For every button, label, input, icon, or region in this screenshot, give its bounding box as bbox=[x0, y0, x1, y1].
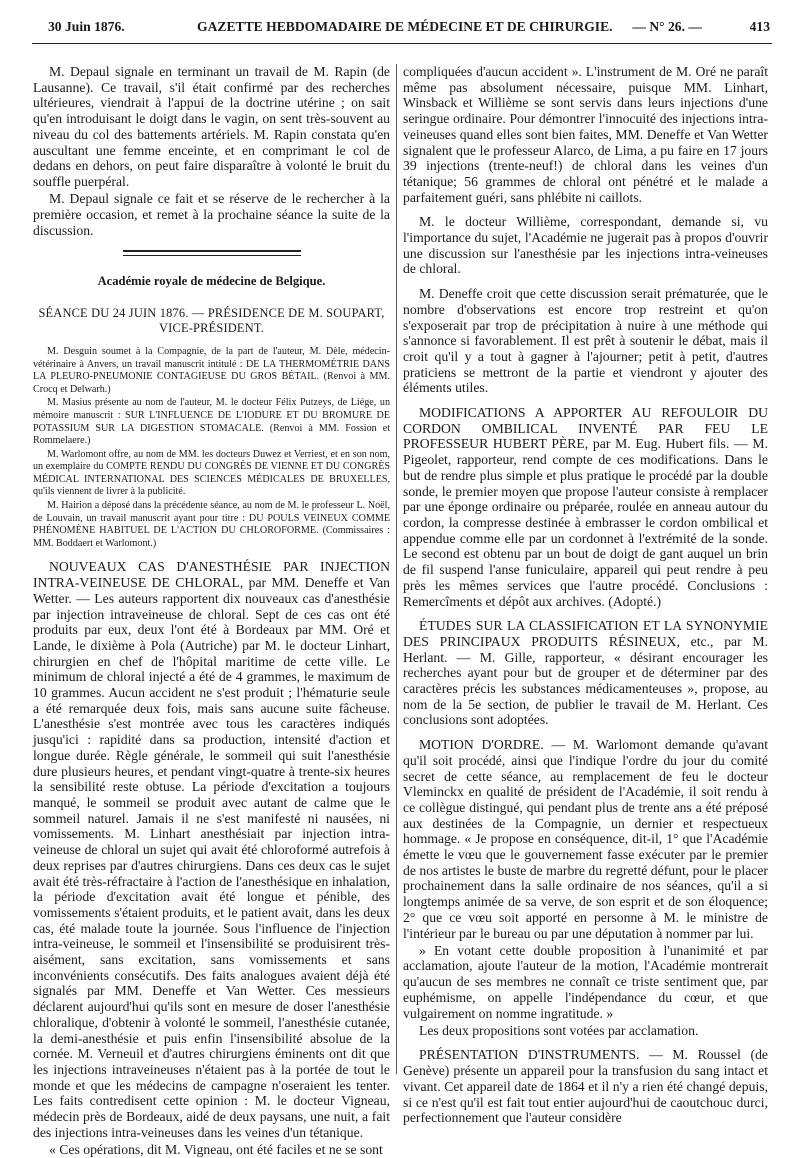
page-number: 413 bbox=[749, 19, 770, 34]
correspondence-notes bbox=[33, 346, 390, 551]
note-paragraph: M. Desguin soumet à la Compagnie, de la part de l'auteur, M. Dèle, médecin-vétérinaire à Anvers, un travail manuscrit intitulé : DE LA THERMOMÉTRIE DANS LA PLEURO-PNEUMONIE CONTAGIEUSE DU GROS BÉTAIL. (Renvoi à MM. Crocq et Delwarh.) bbox=[33, 345, 390, 395]
paragraph: » En votant cette double proposition à l'unanimité et par acclamation, ajoute l'auteur de la motion, l'Académie montrerait qu'aucun de ses membres ne connaît ce triste sentiment que, par euphémisme, on appelle l'indépendance du cœur, et que vulgairement on nomme ingratitude. » bbox=[403, 942, 768, 1021]
paragraph: MOTION D'ORDRE. — M. Warlomont demande qu'avant qu'il soit procédé, ainsi que l'indique l'ordre du jour du comité secret de cette séance, au remplacement de feu le docteur Vleminckx en qualité de président de l'Académie, il soit rendu à ce collègue distingué, qui pendant plus de trente ans a été préposé aux destinées de la Compagnie, un dernier et respectueux hommage. « Je propose en conséquence, dit-il, 1° que l'Académie émette le vœu que le gouvernement fasse exécuter par le premier de nos artistes le buste de marbre du regretté défunt, pour le placer prochainement dans la salle ordinaire de nos séances, qu'il a si longtemps animée de sa verve, de son esprit et de son éloquence; 2° que ce vœu soit apporté en personne à M. le ministre de l'intérieur par le bureau ou par une députation à nommer par lui. bbox=[403, 737, 768, 941]
issue-date: 30 Juin 1876. bbox=[48, 19, 125, 34]
note-paragraph: M. Masius présente au nom de l'auteur, M. le docteur Félix Putzeys, de Liége, un mémoire manuscrit : SUR L'INFLUENCE DE L'IODURE ET DU BROMURE DE POTASSIUM SUR LA DIGESTION STOMACALE. (Renvoi à MM. Fossion et Rommelaere.) bbox=[33, 397, 390, 447]
running-head bbox=[32, 13, 772, 44]
session-heading: SÉANCE DU 24 JUIN 1876. — PRÉSIDENCE DE M. SOUPART, VICE-PRÉSIDENT. bbox=[38, 305, 385, 335]
paragraph: compliquées d'aucun accident ». L'instrument de M. Oré ne paraît même pas absolument nécessaire, puisque MM. Linhart, Winsback et Willième se sont servis dans leurs injections d'une seringue ordinaire. Pour démontrer l'innocuité des injections intra-veineuses quand elles sont bien faites, MM. Deneffe et Van Wetter signalent que le professeur Alarco, de Lima, a pu faire en 17 jours 39 injections (trente-neuf!) de chloral dans les veines d'un tétanique; 56 grammes de chloral ont pénétré et le malade a parfaitement guéri, sans phlébite ni caillots. bbox=[403, 64, 768, 205]
paragraph: PRÉSENTATION D'INSTRUMENTS. — M. Roussel (de Genève) présente un appareil pour la transfusion du sang intact et vivant. Cet appareil date de 1864 et il n'y a rien été changé depuis, si ce n'est qu'il est fait tout entier aujourd'hui de caoutchouc durci, perfectionnement que l'auteur considère bbox=[403, 1047, 768, 1126]
paragraph: M. Deneffe croit que cette discussion serait prématurée, que le nombre d'observations est encore trop restreint et qu'on s'exposerait par trop de précipitation à nuire à une méthode qui s'annonce si favorablement. Il est prêt à soutenir le débat, mais il croit qu'il y a tout à gagner à l'ajourner; petit à petit, d'autres praticiens se mettront de la partie et viendront y ajouter des éléments utiles. bbox=[403, 286, 768, 396]
right-column bbox=[403, 64, 768, 1126]
column-rule bbox=[396, 64, 397, 1074]
section-heading: Académie royale de médecine de Belgique. bbox=[97, 274, 326, 289]
paragraph: ÉTUDES SUR LA CLASSIFICATION ET LA SYNONYMIE DES PRINCIPAUX PRODUITS RÉSINEUX, etc., par M. Herlant. — M. Gille, rapporteur, « désirant encourager les recherches ayant pour but de grouper et de déterminer par des caractères précis les substances médicamenteuses », propose, au nom de la 5e section, de publier le travail de M. Herlant. Ces conclusions sont adoptées. bbox=[403, 618, 768, 728]
paragraph: « Ces opérations, dit M. Vigneau, ont été faciles et ne se sont bbox=[49, 1141, 383, 1157]
paragraph: MODIFICATIONS A APPORTER AU REFOULOIR DU CORDON OMBILICAL INVENTÉ PAR FEU LE PROFESSEUR HUBERT PÈRE, par M. Eug. Hubert fils. — M. Pigeolet, rapporteur, rend compte de ces modifications. Dans le but de rendre plus simple et plus pratique le procédé par la double sonde, le premier moyen que propose l'auteur consiste à remplacer par une éponge ordinaire ou préparée, roulée en anneau autour du cordon, la compresse destinée à embrasser le cordon ombilical et appendue comme elle par un cordonnet à l'extrémité de la sonde. Le second est obtenu par un bout de doigt de gant auquel un brin de fil suspend l'anse funiculaire, appareil qui peut rendre à peu près les mêmes services que l'autre procédé. Conclusions : Remercîments et dépôt aux archives. (Adopté.) bbox=[403, 405, 768, 609]
issue-number: — N° 26. — bbox=[632, 19, 702, 34]
paragraph: NOUVEAUX CAS D'ANESTHÉSIE PAR INJECTION INTRA-VEINEUSE DE CHLORAL, par MM. Deneffe et Van Wetter. — Les auteurs rapportent dix nouveaux cas d'anesthésie par injection intraveineuse de chloral. Sept de ces cas ont été produits par eux, deux l'ont été à Bordeaux par MM. Oré et Lande, le dixième à Pola (Autriche) par M. le docteur Linhart, chirurgien en chef de l'hôpital maritime de cette ville. Le minimum de chloral injecté a été de 4 grammes, le maximum de 10 grammes. Aucun accident ne s'est produit ; l'hématurie seule a été remarquée deux fois, mais sans aucune suite fâcheuse. L'anesthésie s'est montrée avec tous les caractères indiqués jusqu'ici : rapidité dans sa production, intensité d'action et longue durée. Règle générale, le sommeil qui suit l'anesthésie dure plusieurs heures, et pendant vingt-quatre à trente-six heures la sensibilité reste obtuse. La période d'excitation a toujours manqué, le sommeil se produit avec autant de calme que le sommeil naturel. Jamais il ne s'est manifesté ni nausées, ni vomissements. M. Linhart anesthésiait par injection intra-veineuse de chloral un sujet qui avait été chloroformé autrefois à deux reprises par d'autres chirurgiens. Dans ces deux cas le sujet avait été très-réfractaire à l'action de l'anesthésique en inhalation, la période d'excitation avait été longue et pénible, des vomissements s'étaient produits, et le patient avait, dans les deux cas, été malade toute la journée. Sous l'influence de l'injection intra-veineuse, le sommeil et l'insensibilité se produisirent très-aisément, sans excitation, sans vomissements et sans inconvénients consécutifs. Des faits analogues avaient déjà été signalés par MM. Deneffe et Van Wetter. Ces messieurs déclarent aujourd'hui qu'ils sont en mesure de doser l'anesthésie chloralique, d'obtenir à volonté le sommeil, l'anesthésie cutanée, la demi-anesthésie et puis enfin l'insensibilité absolue de la cornée. M. Verneuil et d'autres chirurgiens éminents ont dit que les injections intraveineuses n'étaient pas à la portée de tout le monde et que les médecins de campagne n'oseraient les tenter. Les faits contredisent cette opinion : M. le docteur Vigneau, médecin près de Bordeaux, aidé de deux paysans, une nuit, a fait des injections intra-veineuses dans les veines d'un tétanique. bbox=[33, 559, 390, 1140]
paragraph: Les deux propositions sont votées par acclamation. bbox=[419, 1022, 699, 1038]
left-column bbox=[33, 64, 390, 1158]
paragraph: M. le docteur Willième, correspondant, demande si, vu l'importance du sujet, l'Académie ne jugerait pas à propos d'ouvrir une discussion sur l'anesthésie par les injections intra-veineuses de chloral. bbox=[403, 214, 768, 277]
paragraph: M. Depaul signale en terminant un travail de M. Rapin (de Lausanne). Ce travail, s'il était confirmé par des recherches ultérieures, viendrait à l'appui de la doctrine utérine ; on sait qu'en introduisant le doigt dans le vagin, on sent très-souvent au niveau du col des battements artériels. M. Rapin constata qu'en auscultant une femme enceinte, et en comprimant le col de dedans en dehors, on peut faire disparaître à volonté le bruit du souffle puerpéral. bbox=[33, 64, 390, 189]
note-paragraph: M. Warlomont offre, au nom de MM. les docteurs Duwez et Verriest, et en son nom, un exemplaire du COMPTE RENDU DU CONGRÈS DE VIENNE ET DU CONGRÈS MÉDICAL INTERNATIONAL DES SCIENCES MÉDICALES DE BRUXELLES, qu'ils viennent de livrer à la publicité. bbox=[33, 448, 390, 498]
paragraph: M. Depaul signale ce fait et se réserve de le rechercher à la première occasion, et remet à la prochaine séance la suite de la discussion. bbox=[33, 191, 390, 238]
journal-title: GAZETTE HEBDOMADAIRE DE MÉDECINE ET DE CHIRURGIE. bbox=[197, 19, 613, 34]
section-divider bbox=[123, 250, 301, 256]
note-paragraph: M. Hairion a déposé dans la précédente séance, au nom de M. le professeur L. Noël, de Louvain, un travail manuscrit ayant pour titre : DU POULS VEINEUX COMME PHÉNOMÈNE HABITUEL DE L'ACTION DU CHLOROFORME. (Commissaires : MM. Boddaert et Warlomont.) bbox=[33, 500, 390, 549]
